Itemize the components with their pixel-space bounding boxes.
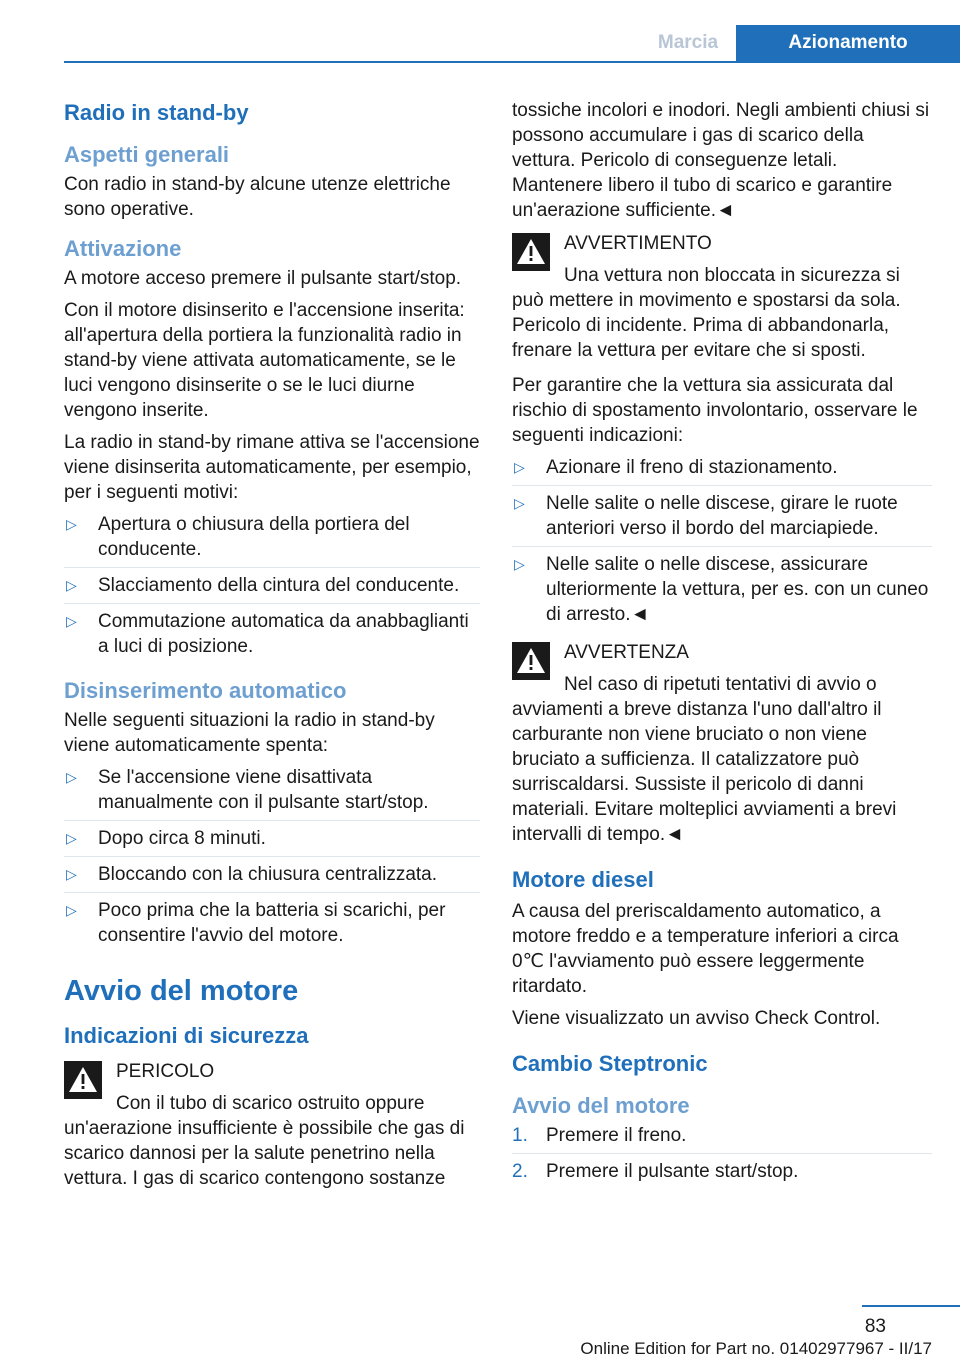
section-title-cambio-steptronic: Cambio Steptronic xyxy=(512,1051,708,1076)
step-number: 1. xyxy=(512,1125,528,1146)
right-column xyxy=(512,98,932,1195)
subsection-title-aspetti-generali: Aspetti generali xyxy=(64,142,230,167)
list-item-text: Commutazione automatica da anabbaglianti a luci di posizione. xyxy=(98,611,469,657)
triangle-bullet-icon: ▷ xyxy=(514,556,525,572)
list-item-text: Nelle salite o nelle discese, girare le ruote anteriori verso il bordo del marciapiede. xyxy=(546,493,898,539)
triangle-bullet-icon: ▷ xyxy=(66,577,77,593)
bullet-list xyxy=(64,512,480,664)
warning-text: Una vettura non bloccata in sicurezza si può mettere in movimento e spostarsi da sola. Pericolo di incidente. Prima di abbandonarla, frenare la vettura per evitare che si sposti. xyxy=(512,265,901,361)
list-item xyxy=(64,765,480,820)
list-item xyxy=(512,455,932,485)
list-item-text: Dopo circa 8 minuti. xyxy=(98,828,266,849)
triangle-bullet-icon: ▷ xyxy=(514,459,525,475)
warning-text: Nel caso di ripetuti tentativi di avvio o avviamenti a breve distanza l'uno dall'altro il carburante non viene bruciato o non viene bruciato a sufficienza. Il catalizzatore può surriscaldarsi. Sussiste il pericolo di danni materiali. Evitare molteplici avviamenti a brevi intervalli di tempo.◄ xyxy=(512,674,897,845)
triangle-bullet-icon: ▷ xyxy=(514,495,525,511)
list-item-text: Se l'accensione viene disattivata manualmente con il pulsante start/stop. xyxy=(98,767,429,813)
list-item xyxy=(512,485,932,546)
subsection-title-attivazione: Attivazione xyxy=(64,236,182,261)
list-item xyxy=(64,603,480,664)
list-item-text: Nelle salite o nelle discese, assicurare ulteriormente la vettura, per es. con un cuneo di arresto.◄ xyxy=(546,554,929,625)
list-item xyxy=(512,546,932,632)
list-item-text: Premere il pulsante start/stop. xyxy=(546,1161,799,1182)
paragraph: Per garantire che la vettura sia assicurata dal rischio di spostamento involontario, osservare le seguenti indicazioni: xyxy=(512,375,918,446)
paragraph: La radio in stand-by rimane attiva se l'accensione viene disinserita automaticamente, per esempio, per i seguenti motivi: xyxy=(64,432,480,503)
warning-block-avvertenza xyxy=(512,640,932,847)
list-item xyxy=(64,567,480,603)
left-column xyxy=(64,98,480,1201)
list-item xyxy=(64,820,480,856)
section-title-indicazioni-sicurezza: Indicazioni di sicurezza xyxy=(64,1023,309,1048)
triangle-bullet-icon: ▷ xyxy=(66,866,77,882)
list-item xyxy=(64,512,480,567)
list-item-text: Slacciamento della cintura del conducente. xyxy=(98,575,460,596)
warning-word: AVVERTIMENTO xyxy=(564,233,712,254)
page-number: 83 xyxy=(864,1316,886,1337)
triangle-bullet-icon: ▷ xyxy=(66,830,77,846)
list-item-text: Premere il freno. xyxy=(546,1125,687,1146)
paragraph: Con il motore disinserito e l'accensione inserita: all'apertura della portiera la funzionalità radio in stand-by viene attivata automaticamente, se le luci vengono disinserite o se le luci diurne vengono inserite. xyxy=(64,300,465,421)
list-item xyxy=(512,1153,932,1189)
triangle-bullet-icon: ▷ xyxy=(66,613,77,629)
paragraph: A motore acceso premere il pulsante start/stop. xyxy=(64,268,462,289)
step-number: 2. xyxy=(512,1161,528,1182)
footer-edition-text: Online Edition for Part no. 01402977967 - II/17 xyxy=(580,1339,932,1358)
list-item-text: Poco prima che la batteria si scarichi, per consentire l'avvio del motore. xyxy=(98,900,446,946)
list-item xyxy=(512,1123,932,1153)
triangle-bullet-icon: ▷ xyxy=(66,769,77,785)
section-title-motore-diesel: Motore diesel xyxy=(512,867,654,892)
list-item xyxy=(64,892,480,953)
warning-word: AVVERTENZA xyxy=(564,642,689,663)
bullet-list xyxy=(64,765,480,953)
paragraph: Con radio in stand-by alcune utenze elettriche sono operative. xyxy=(64,174,451,220)
paragraph: A causa del preriscaldamento automatico, a motore freddo e a temperature inferiori a circa 0℃ l'avviamento può essere leggermente ritardato. xyxy=(512,901,899,997)
warning-text: Con il tubo di scarico ostruito oppure un'aerazione insufficiente è possibile che gas di scarico dannosi per la salute penetrino nella vettura. I gas di scarico contengono sostanze xyxy=(64,1093,465,1189)
list-item-text: Apertura o chiusura della portiera del conducente. xyxy=(98,514,410,560)
paragraph: Nelle seguenti situazioni la radio in stand-by viene automaticamente spenta: xyxy=(64,710,435,756)
header-tab-azionamento[interactable]: Azionamento xyxy=(736,25,960,62)
list-item-text: Bloccando con la chiusura centralizzata. xyxy=(98,864,438,885)
subsection-title-avvio-motore: Avvio del motore xyxy=(512,1093,690,1118)
header-tab-marcia[interactable]: Marcia xyxy=(657,32,719,53)
warning-word: PERICOLO xyxy=(116,1061,215,1082)
subsection-title-disinserimento: Disinserimento automatico xyxy=(64,678,347,703)
warning-block-avvertimento xyxy=(512,231,932,363)
warning-block-pericolo xyxy=(64,1059,480,1191)
triangle-bullet-icon: ▷ xyxy=(66,902,77,918)
warning-triangle-icon xyxy=(64,1061,102,1099)
bullet-list xyxy=(512,455,932,632)
numbered-list xyxy=(512,1123,932,1189)
paragraph: Viene visualizzato un avviso Check Control. xyxy=(512,1008,881,1029)
section-title-radio-standby: Radio in stand-by xyxy=(64,100,249,125)
warning-triangle-icon xyxy=(512,233,550,271)
chapter-title-avvio-motore: Avvio del motore xyxy=(64,975,299,1007)
warning-triangle-icon xyxy=(512,642,550,680)
list-item-text: Azionare il freno di stazionamento. xyxy=(546,457,838,478)
triangle-bullet-icon: ▷ xyxy=(66,516,77,532)
paragraph: tossiche incolori e inodori. Negli ambienti chiusi si possono accumulare i gas di scarico della vettura. Pericolo di conseguenze letali. Mantenere libero il tubo di scarico e garantire un'aerazione sufficiente.◄ xyxy=(512,100,930,221)
footer-rule xyxy=(862,1305,960,1307)
list-item xyxy=(64,856,480,892)
